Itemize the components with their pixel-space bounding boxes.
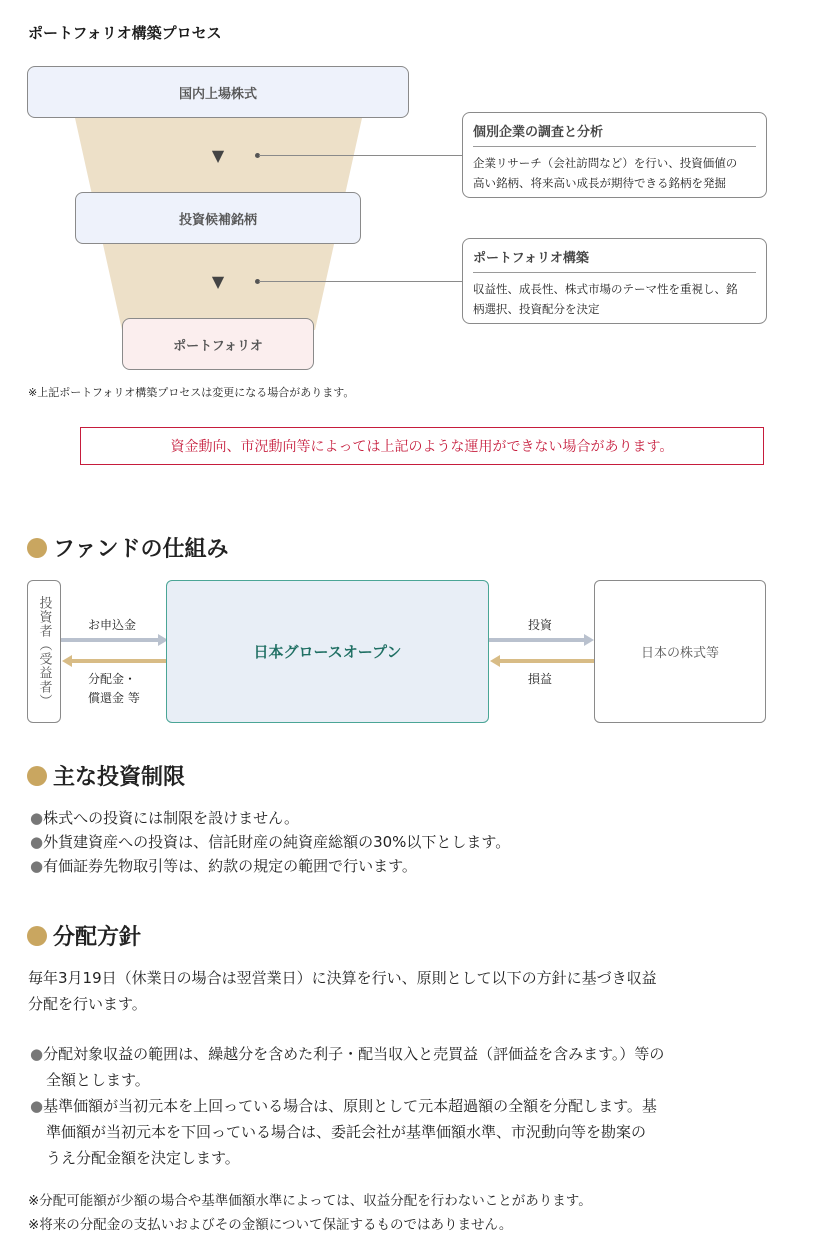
list-item [30, 854, 790, 878]
list-item [30, 1093, 810, 1171]
distribution-intro [28, 965, 808, 1017]
fund-box [166, 580, 489, 723]
subscription-label: お申込金 [88, 618, 137, 632]
callout-research-line: 企業リサーチ（会社訪問など）を行い、投資価値の [473, 156, 738, 170]
process-note: ※上記ポートフォリオ構築プロセスは変更になる場合があります。 [28, 386, 355, 399]
list-item-text: 準価額が当初元本を下回っている場合は、委託会社が基準価額水準、市況動向等を勘案の [46, 1123, 647, 1141]
leader-line [259, 281, 462, 282]
distribution-note: ※将来の分配金の支払いおよびその金額について保証するものではありません。 [28, 1217, 513, 1233]
warning-text: 資金動向、市況動向等によっては上記のような運用ができない場合があります。 [170, 439, 674, 455]
callout-research-line: 高い銘柄、将来高い成長が期待できる銘柄を発掘 [473, 176, 726, 190]
list-item [30, 1041, 810, 1093]
callout-construction-line: 柄選択、投資配分を決定 [473, 302, 600, 316]
list-item-text: 全額とします。 [46, 1071, 150, 1089]
distribution-label-line: 償還金 等 [88, 691, 140, 705]
list-item-text: 株式への投資には制限を設けません。 [43, 809, 299, 827]
warning-box [80, 427, 764, 465]
heading-dot-icon [27, 538, 47, 558]
bullet-icon: ● [30, 1097, 44, 1115]
callout-construction [462, 238, 767, 324]
bullet-icon: ● [30, 809, 44, 827]
distribution-label [88, 670, 140, 708]
target-label: 日本の株式等 [640, 646, 719, 661]
process-title: ポートフォリオ構築プロセス [28, 24, 222, 42]
investor-label: 投資者（受益者） [36, 595, 52, 708]
stage-domestic-stocks [27, 66, 409, 118]
heading-dot-icon [27, 766, 47, 786]
leader-line [259, 155, 462, 156]
list-item [30, 830, 790, 854]
list-item-text: 外貨建資産への投資は、信託財産の純資産総額の30%以下とします。 [43, 833, 511, 851]
list-item [30, 806, 790, 830]
down-arrow-icon: ▼ [211, 146, 225, 165]
distribution-heading-text: 分配方針 [53, 925, 142, 950]
heading-dot-icon [27, 926, 47, 946]
bullet-icon: ● [30, 833, 44, 851]
list-item-text: うえ分配金額を決定します。 [46, 1149, 240, 1167]
fund-name: 日本グロースオープン [253, 643, 402, 661]
distribution-label-line: 分配金・ [88, 672, 137, 686]
target-box [594, 580, 766, 723]
distribution-heading [27, 920, 141, 951]
restrictions-heading [27, 760, 185, 791]
list-item-text: 分配対象収益の範囲は、繰越分を含めた利子・配当収入と売買益（評価益を含みます。）等の [43, 1045, 665, 1063]
distribution-list [30, 1041, 810, 1171]
stage-candidates [75, 192, 361, 244]
invest-label: 投資 [528, 618, 553, 632]
down-arrow-icon: ▼ [211, 272, 225, 291]
callout-construction-title: ポートフォリオ構築 [473, 247, 756, 273]
stage-domestic-stocks-label: 国内上場株式 [178, 86, 257, 102]
callout-research [462, 112, 767, 198]
callout-research-title: 個別企業の調査と分析 [473, 121, 756, 147]
restrictions-heading-text: 主な投資制限 [53, 765, 186, 790]
list-item-text: 有価証券先物取引等は、約款の規定の範囲で行います。 [43, 857, 417, 875]
stage-candidates-label: 投資候補銘柄 [178, 212, 257, 228]
list-item-text: 基準価額が当初元本を上回っている場合は、原則として元本超過額の全額を分配します。基 [43, 1097, 657, 1115]
fund-structure-heading-text: ファンドの仕組み [53, 537, 229, 562]
bullet-icon: ● [30, 1045, 44, 1063]
stage-portfolio-label: ポートフォリオ [173, 338, 263, 354]
restrictions-list [30, 806, 790, 878]
distribution-intro-line: 毎年3月19日（休業日の場合は翌営業日）に決算を行い、原則として以下の方針に基づき収益 [28, 969, 657, 987]
distribution-intro-line: 分配を行います。 [28, 995, 147, 1013]
bullet-icon: ● [30, 857, 44, 875]
stage-portfolio [122, 318, 314, 370]
distribution-notes [28, 1189, 818, 1237]
distribution-note: ※分配可能額が少額の場合や基準価額水準によっては、収益分配を行わないことがあります。 [28, 1193, 592, 1209]
callout-construction-line: 収益性、成長性、株式市場のテーマ性を重視し、銘 [473, 282, 738, 296]
fund-structure-heading [27, 532, 229, 563]
profit-loss-label: 損益 [528, 672, 553, 686]
